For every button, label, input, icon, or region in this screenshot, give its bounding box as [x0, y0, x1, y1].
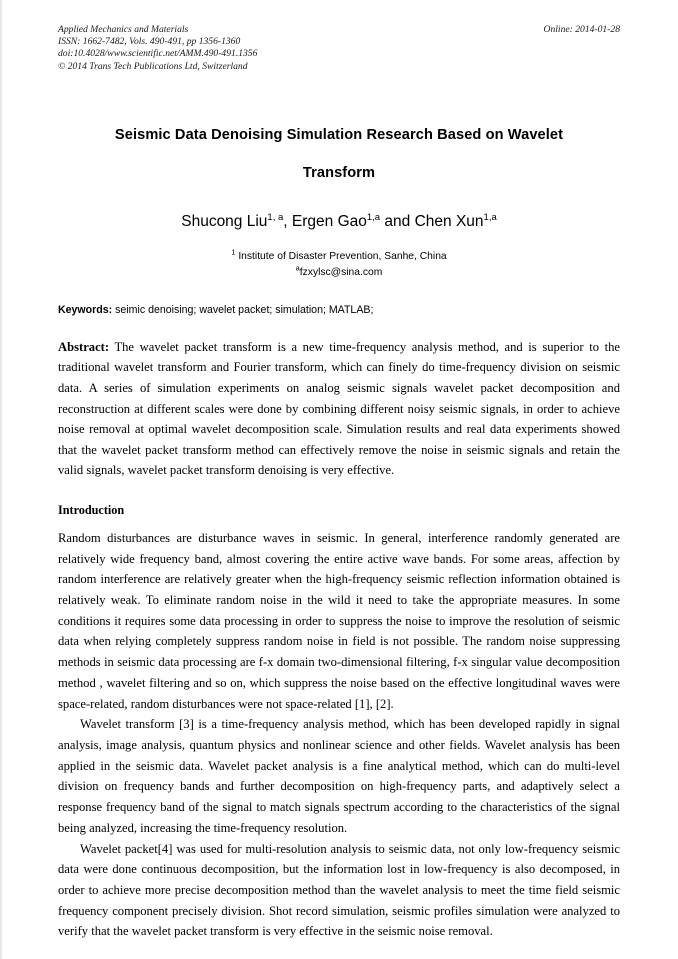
email-address[interactable]: fzxylsc@sina.com: [299, 266, 383, 278]
section-heading-introduction: Introduction: [58, 502, 125, 517]
introduction-paragraph-2: Wavelet transform [3] is a time-frequency analysis method, which has been developed rapidly in signal analysis, image analysis, quantum physics and nonlinear science and other fields. Wavelet analysis has been applied in the seismic data. Wavelet packet analysis is a fine analytical method, which can do multi-level division on frequency bands and further decomposition on high-frequency parts, and adaptively select a response frequency band of the signal to match signals spectrum according to the characteristics of the signal being analyzed, increasing the time-frequency resolution.: [58, 717, 620, 835]
keywords-line: [58, 303, 620, 318]
introduction-paragraph-1: Random disturbances are disturbance waves in seismic. In general, interference randomly generated are relatively wide frequency band, almost covering the entire active wave bands. For some areas, affection by random interference are relatively greater when the high-frequency seismic reflection information obtained is relatively weak. To eliminate random noise in the wild it need to take the appropriate measures. In some conditions it requires some data processing in order to suppress the noise to improve the resolution of seismic data when relying completely suppress random noise in field is not possible. The random noise suppressing methods in seismic data processing are f-x domain two-dimensional filtering, f-x singular value decomposition method , wavelet filtering and so on, which suppress the noise based on the effective longitudinal waves were space-related, random disturbances were not space-related [1], [2].: [58, 530, 620, 711]
abstract-label: Abstract:: [58, 339, 110, 354]
online-date: Online: 2014-01-28: [543, 24, 620, 35]
journal-masthead: [58, 24, 620, 73]
journal-name: Applied Mechanics and Materials: [58, 24, 189, 35]
affiliation-text: Institute of Disaster Prevention, Sanhe, China: [235, 250, 447, 262]
abstract-text: The wavelet packet transform is a new time-frequency analysis method, and is superior to the traditional wavelet transform and Fourier transform, which can finely do time-frequency division on seismic data. A series of simulation experiments on analog seismic signals wavelet packet decomposition and reconstruction at different scales were done by combining different noisy seismic signals, in order to achieve noise removal at optimal wavelet decomposition scale. Simulation results and real data experiments showed that the wavelet packet transform method can effectively remove the noise in seismic signals and retain the valid signals, wavelet packet transform denoising is very effective.: [58, 339, 620, 478]
author-separator-1: ,: [283, 212, 292, 230]
introduction-paragraph-3: Wavelet packet[4] was used for multi-resolution analysis to seismic data, not only low-frequency seismic data were done continuous decomposition, but the information lost in low-frequency is also decomposed, in order to achieve more precise decomposition method than the wavelet analysis to meet the time field seismic frequency component precisely division. Shot record simulation, seismic profiles simulation were analyzed to verify that the wavelet packet transform is very effective in the seismic noise removal.: [58, 841, 620, 939]
author-3-affiliation-marker: 1,a: [483, 211, 497, 223]
title-line-1: Seismic Data Denoising Simulation Research Based on Wavelet: [114, 126, 564, 143]
affiliation-line: [58, 249, 620, 265]
doi-line: doi:10.4028/www.scientific.net/AMM.490-491.1356: [58, 48, 258, 60]
issn-line: ISSN: 1662-7482, Vols. 490-491, pp 1356-1360: [58, 36, 241, 48]
author-separator-2: and: [380, 212, 415, 230]
keywords-label: Keywords:: [58, 303, 113, 316]
keywords-value: seimic denoising; wavelet packet; simulation; MATLAB;: [112, 303, 374, 316]
author-3-name: Chen Xun: [414, 212, 484, 230]
author-1-name: Shucong Liu: [181, 212, 268, 230]
author-2-name: Ergen Gao: [291, 212, 367, 230]
author-list: [58, 213, 620, 231]
email-line: [58, 265, 620, 280]
page-title: [58, 116, 620, 192]
abstract-block: [58, 337, 620, 481]
page-content: [58, 24, 620, 942]
copyright-line: © 2014 Trans Tech Publications Ltd, Switzerland: [58, 60, 248, 72]
email-marker: a: [295, 263, 300, 273]
affiliation-marker: 1: [231, 247, 236, 257]
author-2-affiliation-marker: 1,a: [366, 211, 381, 223]
title-line-2: Transform: [302, 164, 376, 181]
author-1-affiliation-marker: 1, a: [267, 211, 284, 223]
